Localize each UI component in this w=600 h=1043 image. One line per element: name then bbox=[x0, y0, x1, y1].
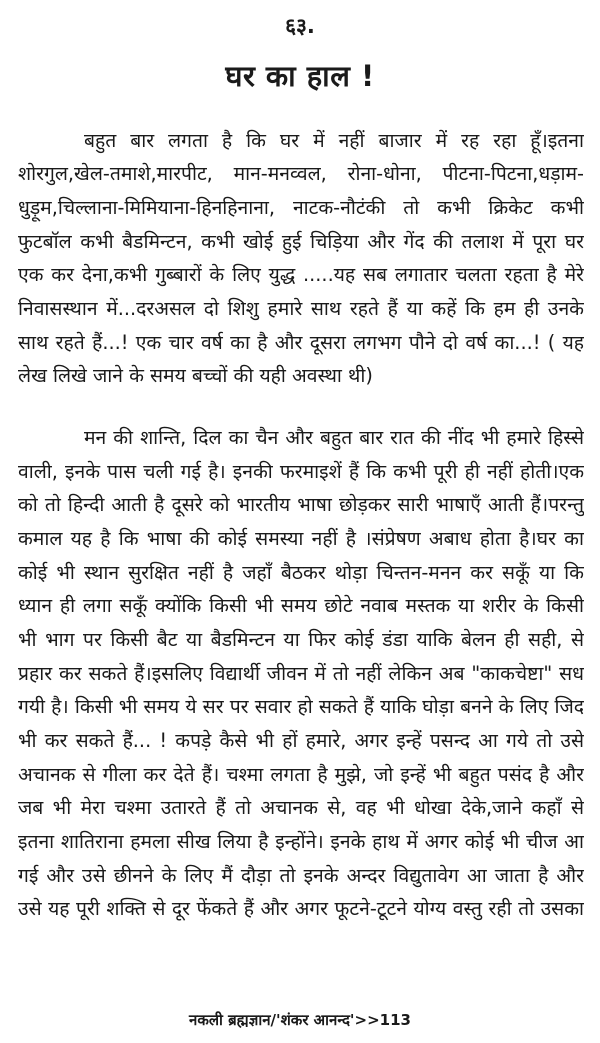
paragraph-1-line-2: शोरगुल,खेल-तमाशे,मारपीट, मान-मनव्वल, रोना-धोना, पीटना-पिटना,धड़ाम- bbox=[18, 162, 584, 185]
page-footer: नकली ब्रह्मज्ञान/'शंकर आनन्द'>>113 bbox=[189, 1011, 411, 1029]
paragraph-2-line-4: कमाल यह है कि भाषा की कोई समस्या नहीं है ।संप्रेषण अबाध होता है।घर का bbox=[18, 527, 584, 550]
paragraph-2-line-5: कोई भी स्थान सुरक्षित नहीं है जहाँ बैठकर थोड़ा चिन्तन-मनन कर सकूँ या कि bbox=[18, 561, 584, 584]
paragraph-1-line-5: एक कर देना,कभी गुब्बारों के लिए युद्ध .....यह सब लगातार चलता रहता है मेरे bbox=[18, 263, 584, 286]
paragraph-2-line-7: भी भाग पर किसी बैट या बैडमिन्टन या फिर कोई डंडा याकि बेलन ही सही, से bbox=[18, 628, 584, 651]
paragraph-1-line-3: धुड़ूम,चिल्लाना-मिमियाना-हिनहिनाना, नाटक-नौटंकी तो कभी क्रिकेट कभी bbox=[18, 196, 584, 219]
paragraph-2-line-15: उसे यह पूरी शक्ति से दूर फेंकते हैं और अगर फूटने-टूटने योग्य वस्तु रही तो उसका bbox=[18, 897, 584, 920]
paragraph-2-line-8: प्रहार कर सकते हैं।इसलिए विद्यार्थी जीवन में तो नहीं लेकिन अब "काकचेष्टा" सध bbox=[18, 662, 584, 685]
paragraph-2-line-11: अचानक से गीला कर देते हैं। चश्मा लगता है मुझे, जो इन्हें भी बहुत पसंद है और bbox=[18, 763, 584, 786]
paragraph-2-line-14: गई और उसे छीनने के लिए मैं दौड़ा तो इनके अन्दर विद्युतावेग आ जाता है और bbox=[18, 864, 584, 887]
paragraph-2-line-3: को तो हिन्दी आती है दूसरे को भारतीय भाषा छोड़कर सारी भाषाएँ आती हैं।परन्तु bbox=[18, 493, 584, 516]
paragraph-2-line-10: भी कर सकते हैं... ! कपड़े कैसे भी हों हमारे, अगर इन्हें पसन्द आ गये तो उसे bbox=[18, 729, 584, 752]
paragraph-1-line-7: साथ रहते हैं...! एक चार वर्ष का है और दूसरा लगभग पौने दो वर्ष का...! ( यह bbox=[18, 331, 584, 354]
paragraph-1-line-1: बहुत बार लगता है कि घर में नहीं बाजार में रह रहा हूँ।इतना bbox=[84, 129, 584, 152]
paragraph-2-line-1: मन की शान्ति, दिल का चैन और बहुत बार रात की नींद भी हमारे हिस्से bbox=[84, 426, 584, 449]
paragraph-2-line-13: इतना शातिराना हमला सीख लिया है इन्होंने। इनके हाथ में अगर कोई भी चीज आ bbox=[18, 830, 584, 853]
paragraph-2-line-6: ध्यान ही लगा सकूँ क्योंकि किसी भी समय छोटे नवाब मस्तक या शरीर के किसी bbox=[18, 594, 584, 617]
paragraph-2-line-9: गयी है। किसी भी समय ये सर पर सवार हो सकते हैं याकि घोड़ा बनने के लिए जिद bbox=[18, 695, 584, 718]
paragraph-2-line-12: जब भी मेरा चश्मा उतारते हैं तो अचानक से, वह भी धोखा देके,जाने कहाँ से bbox=[18, 796, 584, 819]
paragraph-2-line-2: वाली, इनके पास चली गई है। इनकी फरमाइशें हैं कि कभी पूरी ही नहीं होती।एक bbox=[18, 460, 584, 483]
paragraph-1-line-8: लेख लिखे जाने के समय बच्चों की यही अवस्था थी) bbox=[18, 364, 373, 387]
paragraph-1-line-4: फुटबॉल कभी बैडमिन्टन, कभी खोई हुई चिड़िया और गेंद की तलाश में पूरा घर bbox=[18, 230, 584, 253]
chapter-number: ६३. bbox=[285, 14, 315, 38]
paragraph-1-line-6: निवासस्थान में...दरअसल दो शिशु हमारे साथ रहते हैं या कहें कि हम ही उनके bbox=[18, 297, 584, 320]
chapter-title: घर का हाल ! bbox=[225, 59, 375, 93]
